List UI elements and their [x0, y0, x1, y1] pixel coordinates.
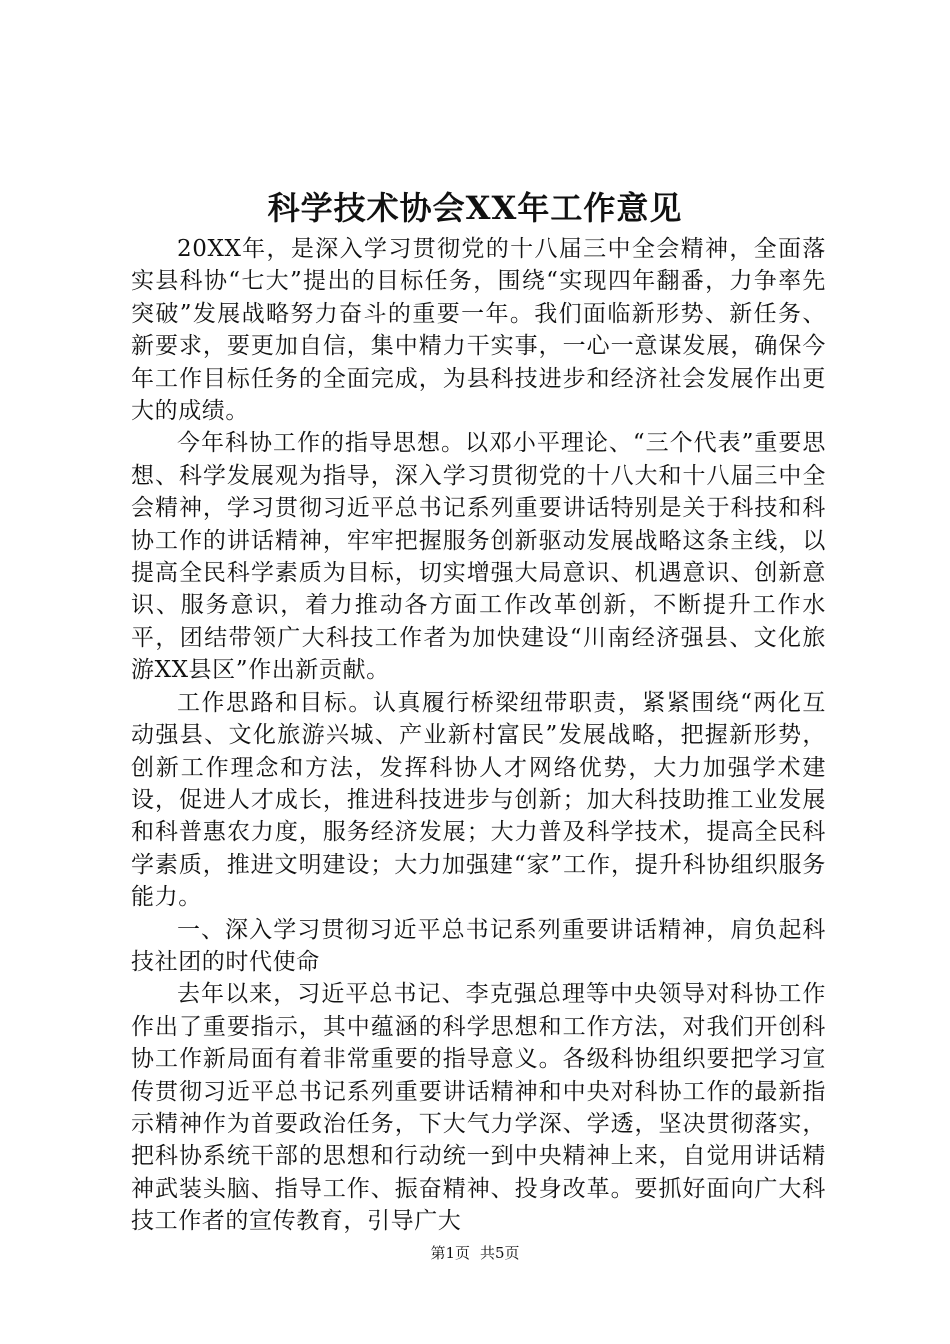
page-footer: [0, 1243, 950, 1263]
paragraph-work-goals: 工作思路和目标。认真履行桥梁纽带职责，紧紧围绕“两化互动强县、文化旅游兴城、产业新村富民”发展战略，把握新形势，创新工作理念和方法，发挥科协人才网络优势，大力加强学术建设，促进人才成长，推进科技进步与创新；加大科技助推工业发展和科普惠农力度，服务经济发展；大力普及科学技术，提高全民科学素质，推进文明建设；大力加强建“家”工作，提升科协组织服务能力。: [131, 689, 826, 911]
document-body: [131, 233, 826, 1238]
paragraph-guiding-thought: 今年科协工作的指导思想。以邓小平理论、“三个代表”重要思想、科学发展观为指导，深入学习贯彻党的十八大和十八届三中全会精神，学习贯彻习近平总书记系列重要讲话特别是关于科技和科协工作的讲话精神，牢牢把握服务创新驱动发展战略这条主线，以提高全民科学素质为目标，切实增强大局意识、机遇意识、创新意识、服务意识，着力推动各方面工作改革创新，不断提升工作水平，团结带领广大科技工作者为加快建设“川南经济强县、文化旅游XX县区”作出新贡献。: [131, 430, 826, 684]
document-title: 科学技术协会XX年工作意见: [267, 189, 683, 227]
section-heading-1: 一、深入学习贯彻习近平总书记系列重要讲话精神，肩负起科技社团的时代使命: [131, 916, 826, 975]
page-number: 第1页: [430, 1244, 470, 1262]
paragraph-section-1: 去年以来，习近平总书记、李克强总理等中央领导对科协工作作出了重要指示，其中蕴涵的科学思想和工作方法，对我们开创科协工作新局面有着非常重要的指导意义。各级科协组织要把学习宣传贯彻习近平总书记系列重要讲话精神和中央对科协工作的最新指示精神作为首要政治任务，下大气力学深、学透，坚决贯彻落实，把科协系统干部的思想和行动统一到中央精神上来，自觉用讲话精神武装头脑、指导工作、振奋精神、投身改革。要抓好面向广大科技工作者的宣传教育，引导广大: [131, 981, 826, 1235]
paragraph-intro: 20XX年，是深入学习贯彻党的十八届三中全会精神，全面落实县科协“七大”提出的目标任务，围绕“实现四年翻番，力争率先突破”发展战略努力奋斗的重要一年。我们面临新形势、新任务、新要求，要更加自信，集中精力干实事，一心一意谋发展，确保今年工作目标任务的全面完成，为县科技进步和经济社会发展作出更大的成绩。: [131, 236, 826, 425]
page-total: 共5页: [480, 1244, 520, 1262]
